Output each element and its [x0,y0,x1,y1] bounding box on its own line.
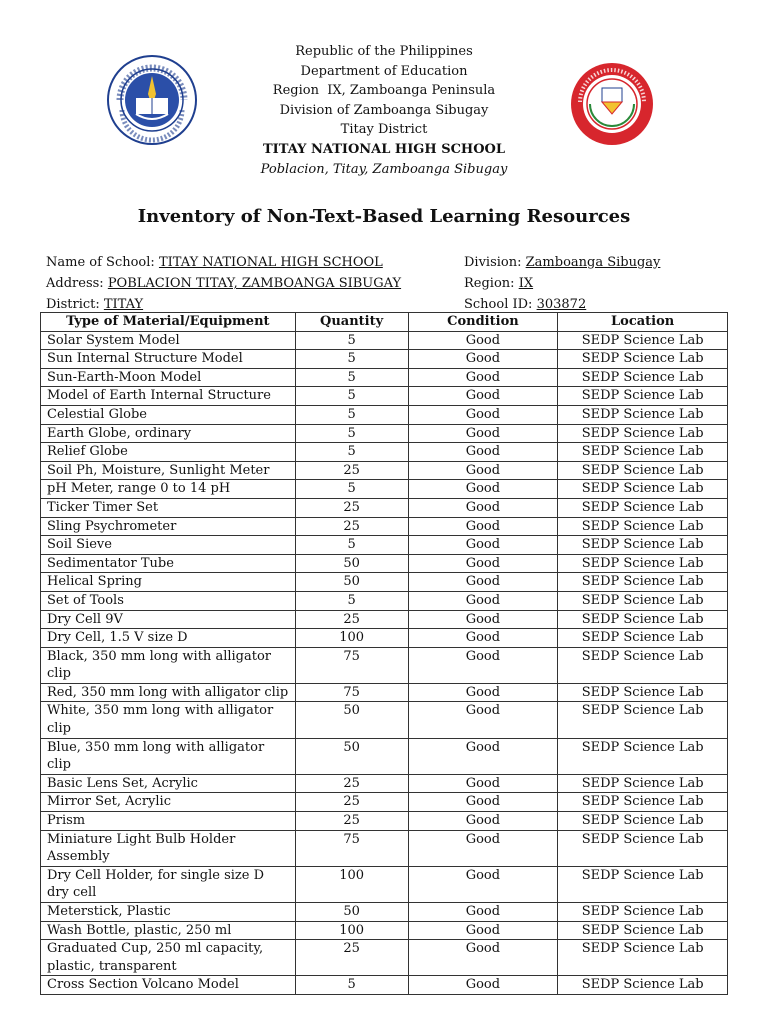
cell-quantity: 100 [295,921,408,940]
table-row [41,536,728,555]
cell-condition: Good [408,793,558,812]
cell-location: SEDP Science Lab [558,350,728,369]
cell-location: SEDP Science Lab [558,387,728,406]
header-republic: Republic of the Philippines [295,44,473,59]
document-title: Inventory of Non-Text-Based Learning Resources [137,206,631,227]
cell-quantity: 75 [295,647,408,683]
cell-quantity: 50 [295,702,408,738]
cell-quantity: 25 [295,461,408,480]
cell-condition: Good [408,424,558,443]
school-name-value: TITAY NATIONAL HIGH SCHOOL [158,255,383,270]
cell-location: SEDP Science Lab [558,976,728,995]
table-row [41,903,728,922]
cell-location: SEDP Science Lab [558,591,728,610]
cell-quantity: 25 [295,517,408,536]
table-row [41,647,728,683]
column-header-type: Type of Material/Equipment [41,313,296,332]
cell-location: SEDP Science Lab [558,903,728,922]
table-row [41,517,728,536]
cell-condition: Good [408,554,558,573]
cell-quantity: 5 [295,536,408,555]
cell-condition: Good [408,368,558,387]
cell-quantity: 25 [295,940,408,976]
cell-quantity: 25 [295,812,408,831]
cell-condition: Good [408,774,558,793]
cell-condition: Good [408,536,558,555]
cell-location: SEDP Science Lab [558,443,728,462]
cell-location: SEDP Science Lab [558,424,728,443]
cell-location: SEDP Science Lab [558,774,728,793]
cell-location: SEDP Science Lab [558,368,728,387]
cell-condition: Good [408,683,558,702]
inventory-table-body [41,331,728,994]
cell-condition: Good [408,405,558,424]
division-value: Zamboanga Sibugay [525,255,661,270]
cell-location: SEDP Science Lab [558,702,728,738]
cell-quantity: 5 [295,405,408,424]
cell-type: pH Meter, range 0 to 14 pH [41,480,296,499]
cell-location: SEDP Science Lab [558,812,728,831]
cell-location: SEDP Science Lab [558,793,728,812]
cell-condition: Good [408,591,558,610]
cell-quantity: 25 [295,793,408,812]
cell-type: Sedimentator Tube [41,554,296,573]
cell-location: SEDP Science Lab [558,830,728,866]
table-header-row [41,313,728,332]
region-line [464,273,660,294]
header-department: Department of Education [300,63,468,79]
inventory-table [40,312,728,995]
cell-type: Cross Section Volcano Model [41,976,296,995]
column-header-condition: Condition [408,313,558,332]
school-name-line [46,252,401,273]
table-row [41,424,728,443]
school-info-left [46,252,401,315]
column-header-quantity: Quantity [295,313,408,332]
cell-type: Relief Globe [41,443,296,462]
cell-quantity: 5 [295,424,408,443]
cell-type: Ticker Timer Set [41,498,296,517]
cell-location: SEDP Science Lab [558,647,728,683]
header-school-name: TITAY NATIONAL HIGH SCHOOL [262,141,506,157]
cell-condition: Good [408,387,558,406]
cell-quantity: 5 [295,331,408,350]
table-row [41,793,728,812]
cell-type: Black, 350 mm long with alligator clip [41,647,296,683]
table-row [41,921,728,940]
cell-location: SEDP Science Lab [558,536,728,555]
cell-type: Earth Globe, ordinary [41,424,296,443]
cell-condition: Good [408,866,558,902]
cell-condition: Good [408,350,558,369]
cell-quantity: 5 [295,368,408,387]
cell-quantity: 75 [295,830,408,866]
cell-location: SEDP Science Lab [558,405,728,424]
division-line [464,252,660,273]
address-value: POBLACION TITAY, ZAMBOANGA SIBUGAY [107,276,402,291]
table-row [41,610,728,629]
header-district: Titay District [340,122,428,138]
cell-quantity: 5 [295,591,408,610]
header-school-address: Poblacion, Titay, Zamboanga Sibugay [260,161,508,177]
cell-type: Solar System Model [41,331,296,350]
cell-quantity: 75 [295,683,408,702]
school-id-value: 303872 [536,297,587,312]
cell-type: Basic Lens Set, Acrylic [41,774,296,793]
cell-location: SEDP Science Lab [558,573,728,592]
table-row [41,480,728,499]
table-row [41,866,728,902]
address-line [46,273,401,294]
cell-condition: Good [408,830,558,866]
cell-type: Soil Sieve [41,536,296,555]
cell-type: Dry Cell 9V [41,610,296,629]
table-row [41,591,728,610]
cell-type: Helical Spring [41,573,296,592]
cell-type: Red, 350 mm long with alligator clip [41,683,296,702]
cell-quantity: 100 [295,629,408,648]
cell-location: SEDP Science Lab [558,461,728,480]
district-label: District: [46,297,100,312]
header-region: Region IX, Zamboanga Peninsula [272,83,496,99]
cell-condition: Good [408,517,558,536]
table-row [41,443,728,462]
table-row [41,368,728,387]
cell-quantity: 100 [295,866,408,902]
cell-type: Soil Ph, Moisture, Sunlight Meter [41,461,296,480]
cell-location: SEDP Science Lab [558,683,728,702]
table-row [41,702,728,738]
cell-location: SEDP Science Lab [558,480,728,499]
cell-type: Wash Bottle, plastic, 250 ml [41,921,296,940]
cell-location: SEDP Science Lab [558,517,728,536]
cell-condition: Good [408,702,558,738]
cell-quantity: 25 [295,610,408,629]
table-row [41,350,728,369]
letterhead [0,42,768,179]
cell-quantity: 50 [295,903,408,922]
cell-location: SEDP Science Lab [558,498,728,517]
school-name-label: Name of School: [46,255,155,270]
cell-type: Set of Tools [41,591,296,610]
cell-type: Prism [41,812,296,831]
cell-quantity: 5 [295,443,408,462]
cell-type: Meterstick, Plastic [41,903,296,922]
cell-condition: Good [408,976,558,995]
cell-type: Dry Cell Holder, for single size D dry cell [41,866,296,902]
school-id-label: School ID: [464,297,533,312]
cell-condition: Good [408,738,558,774]
cell-type: Celestial Globe [41,405,296,424]
cell-type: Sun-Earth-Moon Model [41,368,296,387]
cell-location: SEDP Science Lab [558,940,728,976]
cell-quantity: 5 [295,350,408,369]
table-row [41,976,728,995]
cell-type: Sling Psychrometer [41,517,296,536]
table-row [41,683,728,702]
cell-quantity: 25 [295,498,408,517]
table-row [41,387,728,406]
cell-condition: Good [408,940,558,976]
cell-condition: Good [408,573,558,592]
cell-condition: Good [408,921,558,940]
cell-type: Dry Cell, 1.5 V size D [41,629,296,648]
cell-condition: Good [408,903,558,922]
cell-quantity: 5 [295,387,408,406]
cell-location: SEDP Science Lab [558,921,728,940]
cell-quantity: 5 [295,976,408,995]
region-value: IX [518,276,534,291]
cell-type: Sun Internal Structure Model [41,350,296,369]
cell-type: Mirror Set, Acrylic [41,793,296,812]
division-label: Division: [464,255,522,270]
cell-quantity: 50 [295,573,408,592]
cell-type: Blue, 350 mm long with alligator clip [41,738,296,774]
table-row [41,554,728,573]
cell-quantity: 50 [295,738,408,774]
cell-condition: Good [408,629,558,648]
table-row [41,461,728,480]
cell-condition: Good [408,498,558,517]
school-info-right [464,252,660,315]
table-row [41,573,728,592]
cell-quantity: 25 [295,774,408,793]
region-label: Region: [464,276,515,291]
cell-condition: Good [408,480,558,499]
cell-condition: Good [408,647,558,683]
cell-quantity: 5 [295,480,408,499]
table-row [41,940,728,976]
cell-condition: Good [408,443,558,462]
cell-condition: Good [408,331,558,350]
cell-location: SEDP Science Lab [558,610,728,629]
table-row [41,405,728,424]
cell-type: Model of Earth Internal Structure [41,387,296,406]
cell-condition: Good [408,812,558,831]
table-row [41,629,728,648]
table-row [41,774,728,793]
cell-condition: Good [408,461,558,480]
table-row [41,498,728,517]
cell-location: SEDP Science Lab [558,331,728,350]
header-division: Division of Zamboanga Sibugay [279,102,489,118]
cell-type: White, 350 mm long with alligator clip [41,702,296,738]
cell-quantity: 50 [295,554,408,573]
cell-location: SEDP Science Lab [558,554,728,573]
cell-location: SEDP Science Lab [558,629,728,648]
district-value: TITAY [103,297,144,312]
table-row [41,738,728,774]
table-row [41,331,728,350]
cell-location: SEDP Science Lab [558,866,728,902]
cell-location: SEDP Science Lab [558,738,728,774]
column-header-location: Location [558,313,728,332]
table-row [41,830,728,866]
table-row [41,812,728,831]
address-label: Address: [46,276,104,291]
cell-type: Graduated Cup, 250 ml capacity, plastic, transparent [41,940,296,976]
cell-type: Miniature Light Bulb Holder Assembly [41,830,296,866]
cell-condition: Good [408,610,558,629]
